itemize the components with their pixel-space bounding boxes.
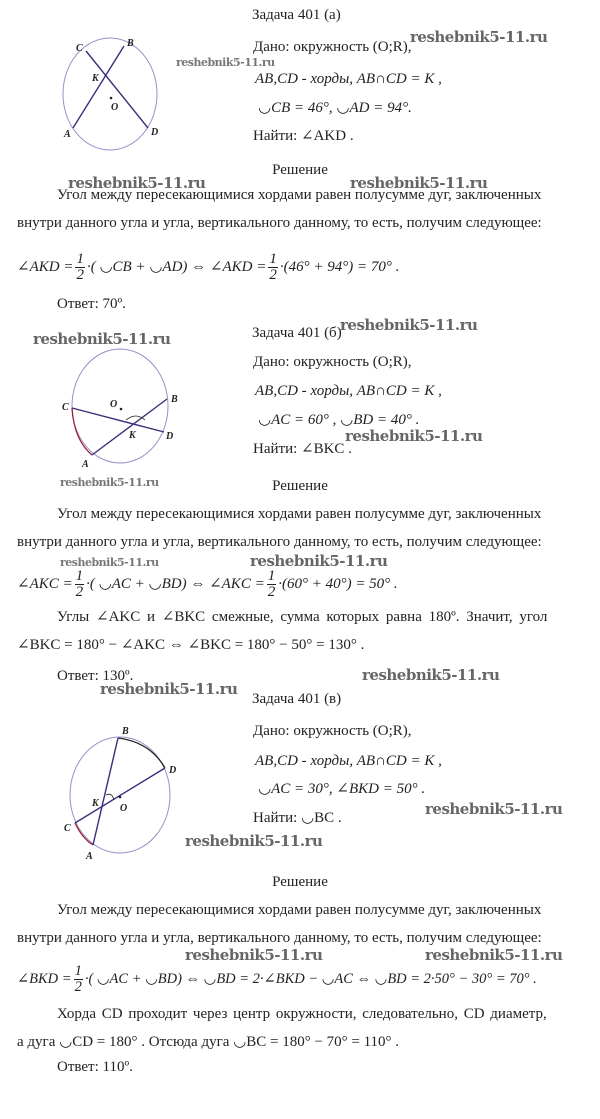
label-d: D bbox=[169, 765, 177, 776]
given-circle: Дано: окружность (O;R), bbox=[253, 723, 412, 739]
label-c: C bbox=[76, 43, 83, 54]
solution-formula bbox=[17, 569, 398, 600]
solution-extra-line: Хорда CD проходит через центр окружности, следовательно, CD диаметр, bbox=[57, 1006, 547, 1022]
solution-formula bbox=[17, 964, 537, 995]
given-circle: Дано: окружность (O;R), bbox=[253, 39, 412, 55]
label-d: D bbox=[166, 431, 174, 442]
label-k: K bbox=[129, 430, 136, 441]
figure-c bbox=[70, 737, 170, 853]
find-statement: Найти: ◡BC . bbox=[253, 810, 342, 826]
solution-extra-line: ∠BKC = 180° − ∠AKC ⇔ ∠BKC = 180° − 50° = 130° . bbox=[17, 637, 365, 653]
watermark: reshebnik5-11.ru bbox=[340, 316, 478, 334]
label-o: O bbox=[110, 399, 118, 410]
label-c: C bbox=[62, 402, 69, 413]
solution-paragraph-line: внутри данного угла и угла, вертикального данному, то есть, получим следующее: bbox=[17, 534, 542, 550]
watermark: reshebnik5-11.ru bbox=[425, 946, 563, 964]
fraction-half: $\frac{1}{2}$ bbox=[269, 251, 277, 283]
label-b: B bbox=[171, 394, 178, 405]
solution-paragraph-line: внутри данного угла и угла, вертикального данному, то есть, получим следующее: bbox=[17, 215, 542, 231]
label-a: A bbox=[86, 851, 93, 862]
fraction-half: $\frac{1}{2}$ bbox=[267, 568, 276, 600]
watermark: reshebnik5-11.ru bbox=[60, 476, 159, 489]
arc-ac bbox=[72, 408, 92, 455]
label-o: O bbox=[120, 803, 128, 814]
watermark: reshebnik5-11.ru bbox=[60, 556, 159, 569]
solution-heading: Решение bbox=[272, 162, 328, 178]
solution-paragraph-line: внутри данного угла и угла, вертикального данному, то есть, получим следующее: bbox=[17, 930, 542, 946]
watermark: reshebnik5-11.ru bbox=[68, 174, 206, 192]
formula-part: ∠AKD = bbox=[17, 258, 74, 275]
given-circle: Дано: окружность (O;R), bbox=[253, 354, 412, 370]
watermark: reshebnik5-11.ru bbox=[350, 174, 488, 192]
watermark: reshebnik5-11.ru bbox=[33, 330, 171, 348]
formula-part: ·( ◡CB + ◡AD) ⇔ ∠AKD = bbox=[86, 258, 267, 275]
formula-part: ∠AKC = bbox=[17, 575, 73, 592]
solution-formula bbox=[17, 252, 399, 283]
watermark: reshebnik5-11.ru bbox=[176, 56, 275, 69]
label-a: A bbox=[82, 459, 89, 470]
watermark: reshebnik5-11.ru bbox=[185, 832, 323, 850]
given-values: ◡AC = 60° , ◡BD = 40° . bbox=[258, 412, 420, 428]
label-b: B bbox=[122, 726, 129, 737]
given-chords: AB,CD - хорды, AB∩CD = K , bbox=[255, 71, 442, 87]
solution-heading: Решение bbox=[272, 874, 328, 890]
angle-mark bbox=[126, 416, 145, 420]
formula-part: ·( ◡AC + ◡BD) ⇔ ◡BD = 2·∠BKD − ◡AC ⇔ ◡BD = 2·50° − 30° = 70° . bbox=[84, 970, 537, 987]
solution-extra-line: а дуга ◡CD = 180° . Отсюда дуга ◡BC = 180° − 70° = 110° . bbox=[17, 1034, 400, 1050]
center-o bbox=[120, 408, 123, 411]
solution-paragraph-line: Угол между пересекающимися хордами равен полусумме дуг, заключенных bbox=[57, 902, 542, 918]
problem-title: Задача 401 (б) bbox=[252, 325, 342, 341]
given-values: ◡AC = 30°, ∠BKD = 50° . bbox=[258, 781, 426, 797]
given-values: ◡CB = 46°, ◡AD = 94°. bbox=[258, 100, 412, 116]
label-o: O bbox=[111, 102, 119, 113]
fraction-half: $\frac{1}{2}$ bbox=[76, 251, 84, 283]
label-a: A bbox=[64, 129, 71, 140]
solution-paragraph-line: Угол между пересекающимися хордами равен полусумме дуг, заключенных bbox=[57, 506, 542, 522]
answer: Ответ: 70º. bbox=[57, 296, 126, 312]
answer: Ответ: 130º. bbox=[57, 668, 134, 684]
formula-part: ·(46° + 94°) = 70° . bbox=[279, 258, 400, 275]
given-chords: AB,CD - хорды, AB∩CD = K , bbox=[255, 383, 442, 399]
watermark: reshebnik5-11.ru bbox=[425, 800, 563, 818]
watermark: reshebnik5-11.ru bbox=[345, 427, 483, 445]
center-o bbox=[119, 796, 122, 799]
label-b: B bbox=[127, 38, 134, 49]
formula-part: ·(60° + 40°) = 50° . bbox=[278, 575, 398, 592]
find-statement: Найти: ∠BKC . bbox=[253, 441, 352, 457]
figure-b bbox=[72, 349, 168, 463]
fraction-half: $\frac{1}{2}$ bbox=[74, 963, 82, 995]
formula-part: ·( ◡AC + ◡BD) ⇔ ∠AKC = bbox=[86, 575, 265, 592]
label-d: D bbox=[151, 127, 159, 138]
fraction-half: $\frac{1}{2}$ bbox=[75, 568, 84, 600]
solution-heading: Решение bbox=[272, 478, 328, 494]
solution-paragraph-line: Угол между пересекающимися хордами равен полусумме дуг, заключенных bbox=[57, 187, 542, 203]
formula-part: ∠BKD = bbox=[17, 970, 72, 987]
circle-b bbox=[72, 349, 168, 463]
label-k: K bbox=[92, 73, 99, 84]
answer: Ответ: 110º. bbox=[57, 1059, 133, 1075]
watermark: reshebnik5-11.ru bbox=[410, 28, 548, 46]
find-statement: Найти: ∠AKD . bbox=[253, 128, 354, 144]
watermark: reshebnik5-11.ru bbox=[100, 680, 238, 698]
label-c: C bbox=[64, 823, 71, 834]
watermark: reshebnik5-11.ru bbox=[250, 552, 388, 570]
problem-title: Задача 401 (а) bbox=[252, 7, 341, 23]
solution-extra-line: Углы ∠AKC и ∠BKC смежные, сумма которых равна 180º. Значит, угол bbox=[57, 609, 548, 625]
watermark: reshebnik5-11.ru bbox=[362, 666, 500, 684]
given-chords: AB,CD - хорды, AB∩CD = K , bbox=[255, 753, 442, 769]
chord-ab bbox=[93, 738, 118, 845]
watermark: reshebnik5-11.ru bbox=[185, 946, 323, 964]
problem-title: Задача 401 (в) bbox=[252, 691, 342, 707]
label-k: K bbox=[92, 798, 99, 809]
